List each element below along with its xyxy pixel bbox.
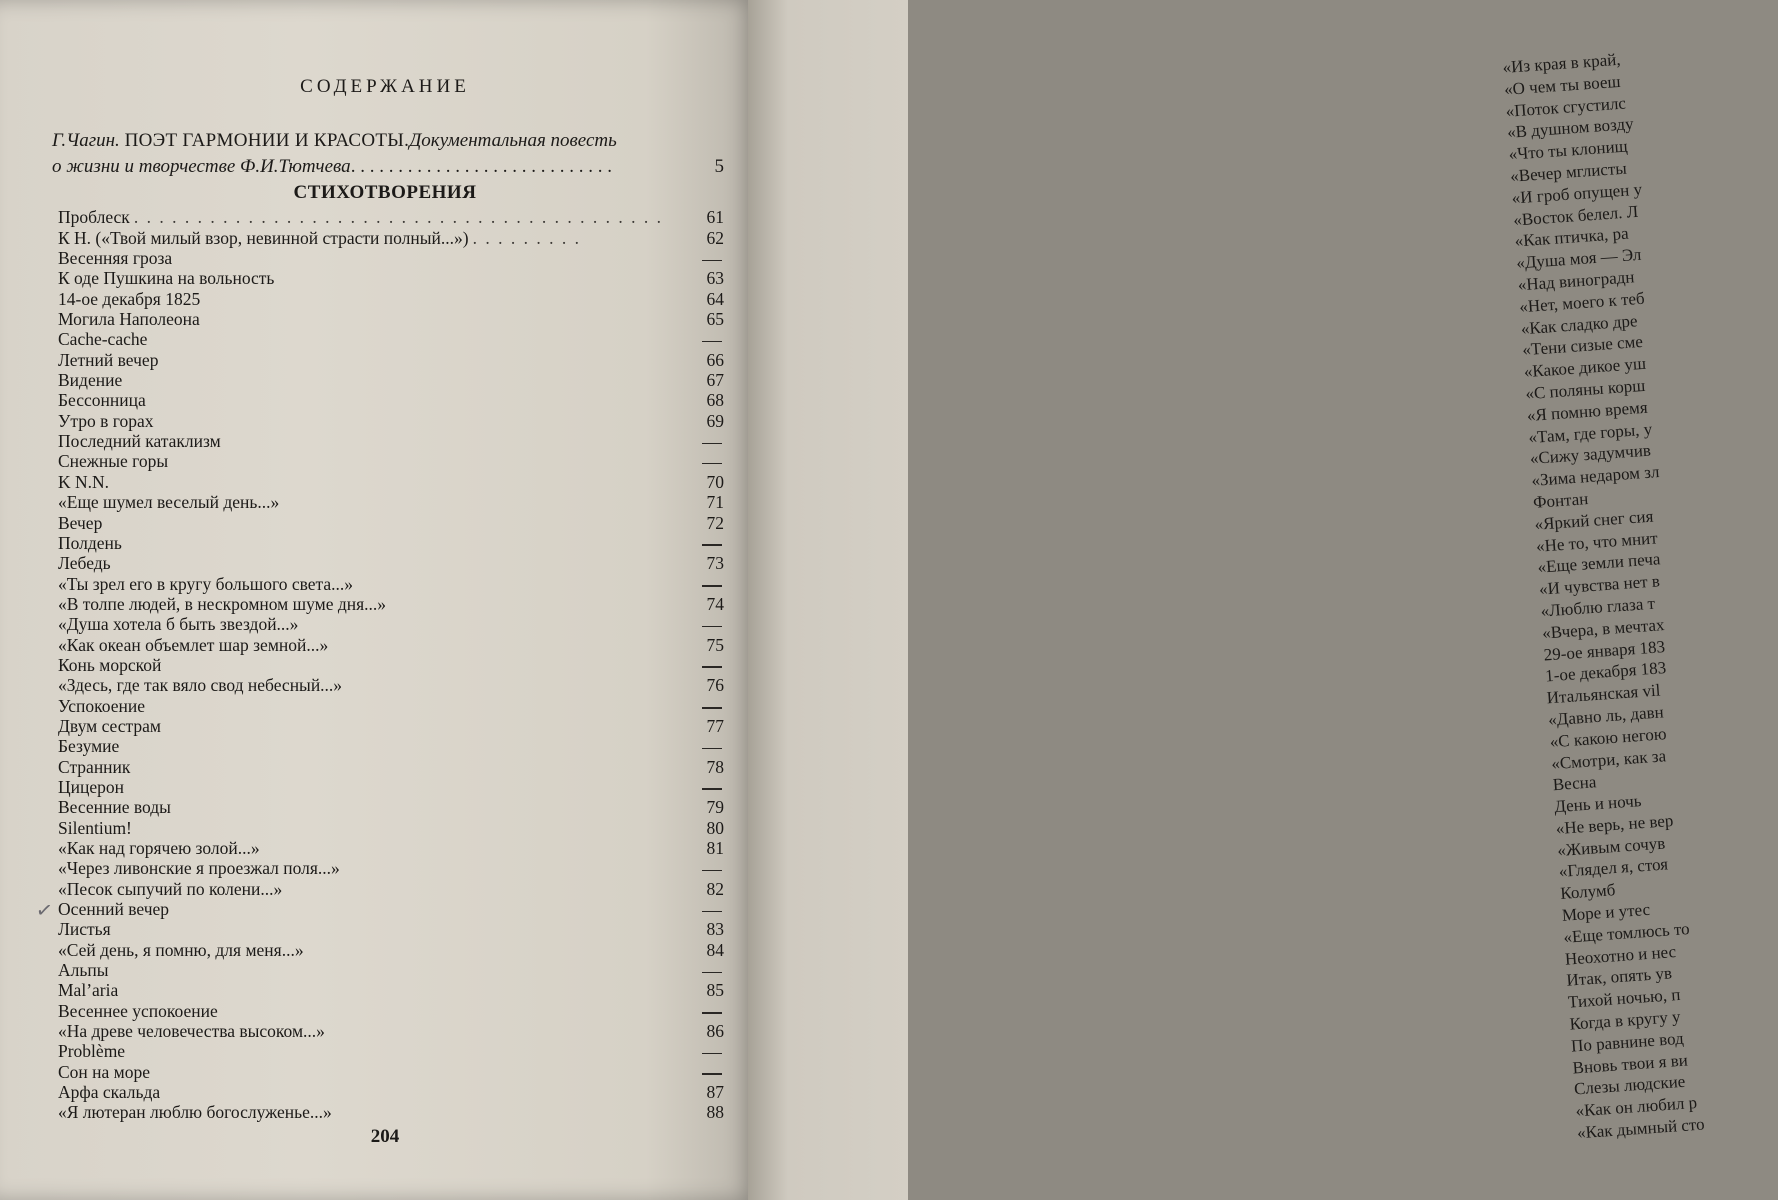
toc-title: Безумие xyxy=(58,736,120,757)
toc-page-number: 79 xyxy=(706,797,724,818)
toc-title: «Сей день, я помню, для меня...» xyxy=(58,939,304,960)
toc-page-number xyxy=(694,697,724,715)
facing-page-line: Тихой ночью, п xyxy=(1567,985,1681,1012)
intro-line-2 xyxy=(52,154,724,180)
facing-page-line: «Какое дикое уш xyxy=(1523,353,1647,382)
toc-title: Цицерон xyxy=(58,776,125,797)
toc-row xyxy=(58,938,724,958)
toc-row xyxy=(58,287,724,307)
facing-page-line: «Сижу задумчив xyxy=(1529,440,1652,469)
toc-page-number: 64 xyxy=(706,288,724,309)
toc-row xyxy=(58,308,724,328)
toc-title: Mal’aria xyxy=(58,980,119,1001)
toc-row xyxy=(58,633,724,653)
facing-page-line: «Вчера, в мечтах xyxy=(1541,614,1666,643)
toc-row xyxy=(58,694,724,714)
facing-page-line: «Не верь, не вер xyxy=(1555,810,1674,838)
facing-page-line: «И гроб опущен у xyxy=(1511,179,1643,208)
toc-page-number: 72 xyxy=(706,512,724,533)
facing-page-line: Слезы людские xyxy=(1573,1072,1686,1099)
toc-title: «Как океан объемлет шар земной...» xyxy=(58,634,329,655)
toc-page-number xyxy=(694,249,724,267)
toc-row xyxy=(58,715,724,735)
facing-page-line: «В душном возду xyxy=(1506,114,1635,143)
toc-row xyxy=(58,857,724,877)
facing-page-line: «Тени сизые сме xyxy=(1521,332,1644,360)
toc-page-number: 67 xyxy=(706,370,724,391)
toc-row xyxy=(58,593,724,613)
facing-page-line: «Еще земли печа xyxy=(1536,549,1661,578)
toc-title: «Я лютеран люблю богослуженье...» xyxy=(58,1102,332,1123)
facing-page-line: День и ночь xyxy=(1553,791,1643,817)
toc-title: «На древе человечества высоком...» xyxy=(58,1021,325,1042)
facing-page-line: «Зима недаром зл xyxy=(1530,462,1660,491)
toc-row xyxy=(58,918,724,938)
intro-page-number: 5 xyxy=(714,156,724,177)
toc-page-number: 74 xyxy=(706,593,724,614)
intro-line-1 xyxy=(52,128,724,154)
facing-page-line: «Живым сочув xyxy=(1556,833,1666,860)
facing-page-line: Весна xyxy=(1552,772,1597,795)
toc-title: Бессонница xyxy=(58,390,146,411)
toc-row xyxy=(58,877,724,897)
toc-title: Странник xyxy=(58,756,131,777)
toc-page-number: 61 xyxy=(706,207,724,228)
toc-row xyxy=(58,1020,724,1040)
toc-row xyxy=(58,837,724,857)
facing-page-line: «Давно ль, давн xyxy=(1547,702,1665,730)
toc-row xyxy=(58,450,724,470)
toc-row xyxy=(58,552,724,572)
toc-row xyxy=(58,1040,724,1060)
facing-page-line: «Из края в край, xyxy=(1502,49,1622,77)
toc-title: «Ты зрел его в кругу большого света...» xyxy=(58,573,354,594)
toc-row xyxy=(58,979,724,999)
toc-page-number: 68 xyxy=(706,390,724,411)
facing-page-line: «Восток белел. Л xyxy=(1512,201,1639,230)
toc-title: Лебедь xyxy=(58,553,111,574)
facing-page-line: Колумб xyxy=(1559,880,1616,904)
toc-row xyxy=(58,572,724,592)
toc-row xyxy=(58,348,724,368)
intro-subtitle-2: о жизни и творчестве Ф.И.Тютчева xyxy=(52,156,351,177)
toc-row xyxy=(58,247,724,267)
toc-page-number: 78 xyxy=(706,756,724,777)
facing-page-line: «Что ты клонищ xyxy=(1508,136,1629,164)
page-title: СОДЕРЖАНИЕ xyxy=(300,76,470,97)
toc-page-number: 73 xyxy=(706,553,724,574)
intro-subtitle-1: Документальная повесть xyxy=(409,130,617,151)
toc-row xyxy=(58,735,724,755)
toc-row xyxy=(58,755,724,775)
toc-page-number: 81 xyxy=(706,838,724,858)
toc-row xyxy=(58,532,724,552)
facing-page-line: «С какою негою xyxy=(1549,723,1668,752)
toc-title: K N.N. xyxy=(58,471,110,492)
handwritten-checkmark-icon: ✓ xyxy=(34,896,55,924)
toc-page-number: 70 xyxy=(706,471,724,492)
toc-row xyxy=(58,796,724,816)
toc-title: «Здесь, где так вяло свод небесный...» xyxy=(58,675,343,696)
toc-title: Проблеск xyxy=(58,207,130,228)
toc-page-number: 77 xyxy=(706,715,724,736)
toc-page-number: 65 xyxy=(706,309,724,330)
facing-page-line: «Поток сгустилс xyxy=(1505,93,1627,121)
toc-title: Листья xyxy=(58,919,111,940)
toc-row xyxy=(58,511,724,531)
toc-page-number: 87 xyxy=(706,1082,724,1103)
toc-row xyxy=(58,776,724,796)
toc-page-number xyxy=(694,737,724,755)
toc-row xyxy=(58,959,724,979)
toc-title: «Как над горячею золой...» xyxy=(58,838,260,858)
facing-page-line: «Я помню время xyxy=(1526,397,1649,425)
toc-title: Последний катаклизм xyxy=(58,431,221,452)
facing-page-line: «Нет, моего к теб xyxy=(1518,288,1646,317)
toc-page-number: 63 xyxy=(706,268,724,289)
toc-title: Двум сестрам xyxy=(58,715,161,736)
facing-page-line: «Глядел я, стоя xyxy=(1558,854,1669,882)
toc-title: «Душа хотела б быть звездой...» xyxy=(58,614,299,635)
facing-page-line: «И чувства нет в xyxy=(1538,571,1661,599)
toc-title: Арфа скальда xyxy=(58,1082,161,1103)
facing-page-line: Неохотно и нес xyxy=(1564,941,1677,969)
facing-page-line: «Душа моя — Эл xyxy=(1515,244,1642,273)
toc-page-number xyxy=(694,1002,724,1020)
toc-title: «В толпе людей, в нескромном шуме дня...» xyxy=(58,593,387,614)
facing-page-line: Вновь твои я ви xyxy=(1571,1050,1689,1078)
toc-row xyxy=(58,430,724,450)
toc-title: Problème xyxy=(58,1041,126,1062)
facing-page-line: 1-ое декабря 183 xyxy=(1544,658,1667,686)
toc-title: Весенняя гроза xyxy=(58,248,173,269)
toc-row xyxy=(58,491,724,511)
toc-page-number: 76 xyxy=(706,675,724,696)
facing-page-line: Когда в кругу у xyxy=(1568,1006,1682,1034)
toc-title: Осенний вечер xyxy=(58,899,170,920)
toc-title: Альпы xyxy=(58,960,109,981)
facing-page-line: «О чем ты воеш xyxy=(1503,71,1622,99)
toc-title: Вечер xyxy=(58,512,103,533)
toc-row xyxy=(58,409,724,429)
toc-title: Видение xyxy=(58,370,123,391)
toc-page-number xyxy=(694,778,724,796)
toc-row xyxy=(58,328,724,348)
toc-title: К оде Пушкина на вольность xyxy=(58,268,275,289)
toc-page-number: 75 xyxy=(706,634,724,655)
toc-page-number: 85 xyxy=(706,980,724,1001)
toc-page-number xyxy=(694,1063,724,1081)
toc-title: Весеннее успокоение xyxy=(58,1000,218,1021)
page-number: 204 xyxy=(370,1126,400,1147)
facing-page-line: Фонтан xyxy=(1532,489,1589,512)
facing-page-line: По равнине вод xyxy=(1570,1028,1685,1056)
toc-title: Весенние воды xyxy=(58,797,171,818)
facing-page-line: «Как он любил р xyxy=(1574,1093,1698,1121)
intro-entry xyxy=(52,128,724,180)
toc-page-number xyxy=(694,961,724,979)
facing-page-line: «Над виноградн xyxy=(1517,267,1635,295)
toc-leader: . . . . . . . . . xyxy=(472,227,581,248)
intro-leader: . . . . . . . . . . . . . . . . . . . . . . . . . . . . xyxy=(350,156,612,177)
toc-title: Полдень xyxy=(58,532,122,553)
left-page xyxy=(0,0,760,1200)
toc-row xyxy=(58,206,724,226)
toc-page-number: 88 xyxy=(706,1102,724,1123)
toc-title: «Через ливонские я проезжал поля...» xyxy=(58,858,340,879)
toc-title: «Еще шумел веселый день...» xyxy=(58,492,280,513)
facing-page-line: «Как птичка, ра xyxy=(1514,224,1630,251)
facing-page xyxy=(748,0,1706,1200)
toc-row xyxy=(58,389,724,409)
toc-page-number xyxy=(694,900,724,918)
intro-author: Г.Чагин. xyxy=(52,130,120,151)
toc-page-number: 71 xyxy=(706,492,724,513)
facing-page-line: Итак, опять ув xyxy=(1565,963,1673,991)
toc-leader: . . . . . . . . . . . . . . . . . . . . . . . . . . . . . . . . . . . . . . . . . . xyxy=(133,207,663,228)
toc-page-number: 86 xyxy=(706,1021,724,1042)
facing-page-line: 29-ое января 183 xyxy=(1543,636,1666,665)
toc-page-number: 62 xyxy=(706,227,724,248)
toc-title: Могила Наполеона xyxy=(58,309,200,330)
toc-page-number: 66 xyxy=(706,349,724,370)
toc-page-number xyxy=(694,330,724,348)
toc-list xyxy=(58,206,724,1121)
toc-row xyxy=(58,654,724,674)
facing-page-line: «Яркий снег сия xyxy=(1533,506,1654,534)
section-heading: СТИХОТВОРЕНИЯ xyxy=(293,182,477,203)
facing-page-line: «Там, где горы, у xyxy=(1527,419,1653,447)
toc-row xyxy=(58,898,724,918)
toc-title: Сон на море xyxy=(58,1061,151,1082)
toc-row xyxy=(58,470,724,490)
facing-page-line: Итальянская vil xyxy=(1546,680,1662,708)
facing-page-line: «Вечер мглисты xyxy=(1509,158,1628,186)
facing-page-line: «Не то, что мнит xyxy=(1535,527,1659,556)
toc-row xyxy=(58,1081,724,1101)
facing-page-line: «Люблю глаза т xyxy=(1540,593,1656,621)
toc-row xyxy=(58,1060,724,1080)
toc-title: 14-ое декабря 1825 xyxy=(58,288,201,309)
toc-title: Снежные горы xyxy=(58,451,169,472)
facing-page-line: «С поляны корш xyxy=(1524,375,1646,404)
toc-page-number: 80 xyxy=(706,817,724,838)
toc-row xyxy=(58,267,724,287)
toc-page-number: 84 xyxy=(706,939,724,960)
toc-title: «Песок сыпучий по колени...» xyxy=(58,878,283,899)
toc-row xyxy=(58,226,724,246)
toc-row xyxy=(58,1101,724,1121)
facing-page-list xyxy=(1502,44,1778,1145)
toc-title: К Н. («Твой милый взор, невинной страсти полный...») xyxy=(58,227,469,248)
facing-page-line: Море и утес xyxy=(1561,899,1651,925)
intro-work-title: ПОЭТ ГАРМОНИИ И КРАСОТЫ. xyxy=(124,130,410,151)
toc-page-number xyxy=(694,656,724,674)
toc-page-number: 69 xyxy=(706,410,724,431)
toc-title: Летний вечер xyxy=(58,349,159,370)
toc-title: Конь морской xyxy=(58,654,162,675)
facing-page-line: «Смотри, как за xyxy=(1550,745,1667,773)
facing-page-line: «Как дымный сто xyxy=(1576,1114,1706,1143)
toc-title: Cache-cache xyxy=(58,329,148,350)
toc-page-number xyxy=(694,615,724,633)
toc-page-number xyxy=(694,452,724,470)
toc-page-number xyxy=(694,1042,724,1060)
toc-page-number: 82 xyxy=(706,878,724,899)
toc-title: Утро в горах xyxy=(58,410,154,431)
facing-page-line: «Как сладко дре xyxy=(1520,310,1639,338)
toc-row xyxy=(58,674,724,694)
toc-row xyxy=(58,369,724,389)
toc-page-number xyxy=(694,859,724,877)
toc-row xyxy=(58,816,724,836)
toc-page-number xyxy=(694,534,724,552)
toc-row xyxy=(58,613,724,633)
toc-page-number xyxy=(694,575,724,593)
toc-page-number: 83 xyxy=(706,919,724,940)
toc-title: Silentium! xyxy=(58,817,132,838)
toc-page-number xyxy=(694,432,724,450)
facing-page-line: «Еще томлюсь то xyxy=(1562,918,1691,947)
toc-row xyxy=(58,999,724,1019)
toc-title: Успокоение xyxy=(58,695,146,716)
